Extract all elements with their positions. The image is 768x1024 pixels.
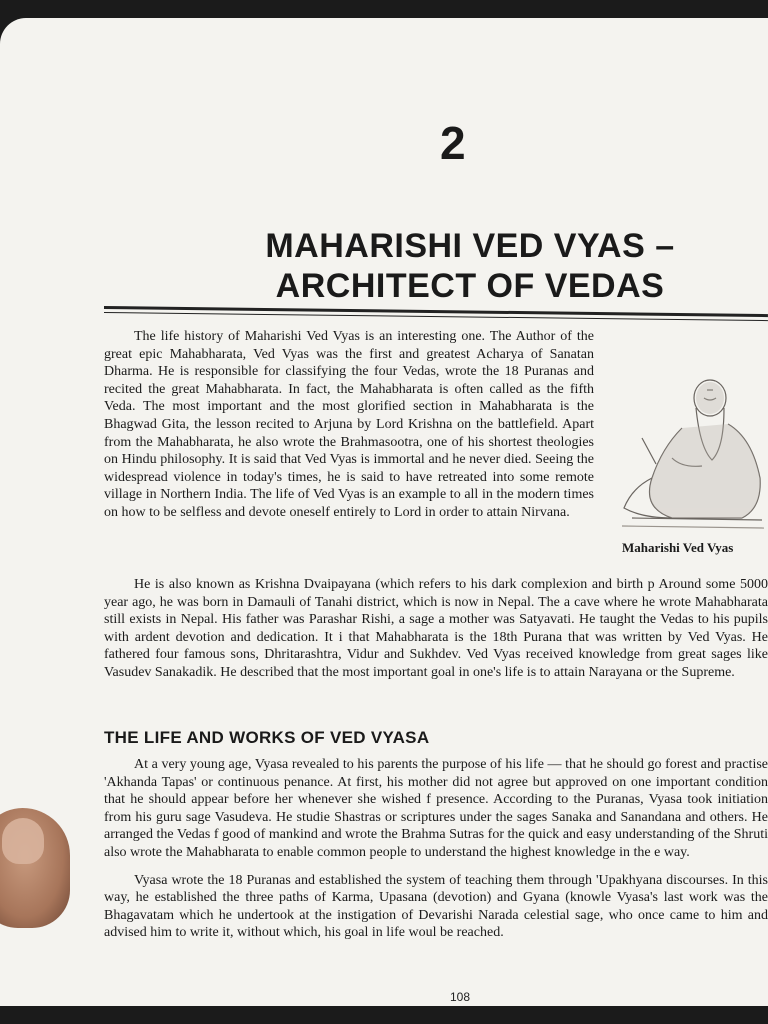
ved-vyas-illustration [612,368,768,538]
section-text-block [104,756,768,942]
chapter-title [190,226,750,306]
sage-sketch-icon [612,368,768,538]
section-paragraph-1: At a very young age, Vyasa revealed to his parents the purpose of his life — that he should go forest and practise 'Akhanda Tapas' or continuous penance. At first, his mother did not agree but approved on one important condition that he should appear before her whenever she wished f presence. According to the Puranas, Vyasa took initiation from his guru sage Vasudeva. He studie Shastras or scriptures under the sages Sanaka and Sanandana and others. He arranged the Vedas f good of mankind and wrote the Brahma Sutras for the quick and easy understanding of the Shruti also wrote the Mahabharata to enable common people to understand the highest knowledge in the e way. [104,757,768,860]
chapter-number: 2 [440,117,466,169]
page-number: 108 [449,990,471,1004]
section-paragraph-2: Vyasa wrote the 18 Puranas and established the system of teaching them through 'Upakhyana discourses. In this way, he established the three paths of Karma, Upasana (devotion) and Gyana (knowle Vyasa's last work was the Bhagavatam which he undertook at the instigation of Devarishi Narada celestial sage, who once came to him and advised him to write it, without which, his goal in life woul be reached. [104,872,768,941]
chapter-title-line2: ARCHITECT OF VEDAS [275,267,665,305]
paragraph2-block [104,576,768,682]
intro-text-block [104,328,594,522]
chapter-title-line1: MAHARISHI VED VYAS – [265,227,675,265]
section-heading: THE LIFE AND WORKS OF VED VYASA [104,728,430,747]
intro-paragraph: The life history of Maharishi Ved Vyas is an interesting one. The Author of the great epic Mahabharata, Ved Vyas was the first and greatest Acharya of Sanatan Dharma. He is responsible for classifying the four Vedas, wrote the 18 Puranas and recited the great Mahabharata. In fact, the Mahabharata is often called as the fifth Veda. The most important and the most glorified section in Mahabharata is the Bhagwad Gita, the lesson recited to Arjuna by Lord Krishna on the battlefield. Apart from the Mahabharata, he also wrote the Brahmasootra, one of his shortest theologies on Hindu philosophy. It is said that Ved Vyas is immortal and he never died. Seeing the widespread violence in today's times, he is said to have retreated into some remote village in Northern India. The life of Ved Vyas is an example to all in the modern times on how to be selfless and devote oneself entirely to Lord in order to attain Nirvana. [104,329,594,520]
book-page [0,18,768,1006]
thumbnail-nail-artifact [2,818,44,864]
figure-caption: Maharishi Ved Vyas [622,540,734,555]
paragraph-2: He is also known as Krishna Dvaipayana (which refers to his dark complexion and birth p Around some 5000 year ago, he was born in Damauli of Tanahi district, which is now in Nepal. The a cave where he wrote Mahabharata still exists in Nepal. His father was Parashar Rishi, a sage a mother was Satyavati. He taught the Vedas to his pupils with ardent devotion and dedication. It i that Mahabharata is the 18th Purana that was written by Ved Vyas. He fathered four famous sons, Dhritarashtra, Vidur and Sukhdev. Ved Vyas received knowledge from great sages like Vasudev Sanakadik. He described that the most important goal in one's life is to attain Narayana or the Supreme. [104,577,768,680]
